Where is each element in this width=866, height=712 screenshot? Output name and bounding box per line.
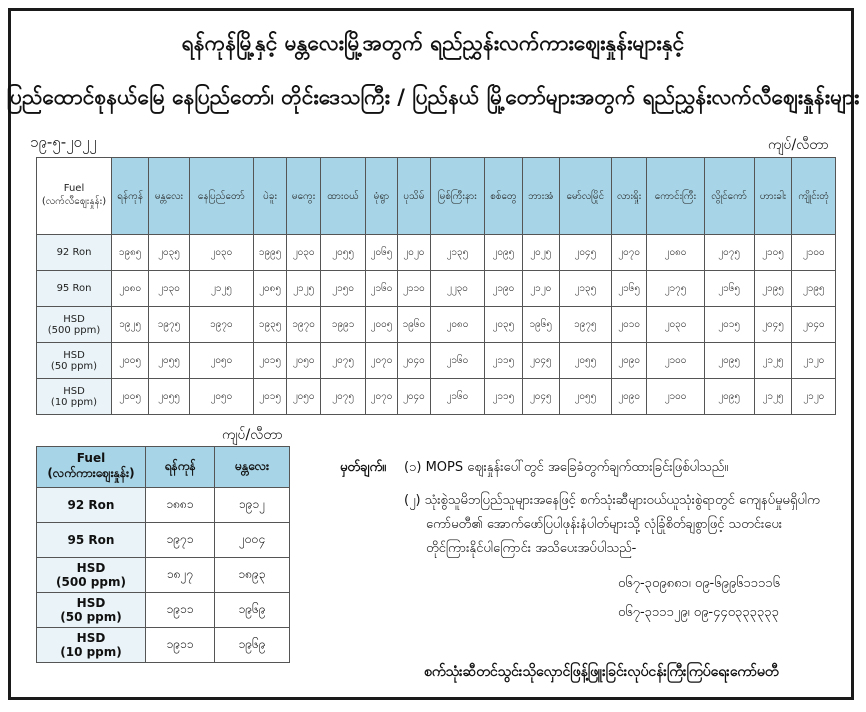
wholesale-fuel-name: 95 Ron [67,533,115,547]
retail-price-cell: ၂၁၃၀ [149,271,189,307]
retail-price-cell: ၂၀၈၀ [647,235,704,271]
retail-price-cell: ၁၉၆၅ [522,307,559,343]
retail-price-cell: ၂၀၅၅ [149,379,189,415]
retail-price-cell: ၂၁၀၀ [647,343,704,379]
retail-fuel-name: HSD [63,349,85,361]
retail-price-cell: ၂၁၂၅ [754,343,792,379]
retail-price-cell: ၂၀၈၀ [112,271,149,307]
wholesale-fuel-name: HSD [76,596,106,610]
retail-city-header: မြစ်ကြီးနား [430,158,484,235]
retail-price-cell: ၂၀၅၀ [189,343,253,379]
retail-row [37,307,836,343]
wholesale-price-cell: ၁၉၆၉ [215,593,290,628]
retail-price-cell: ၂၀၀၅ [365,307,397,343]
retail-price-cell: ၂၁၆၅ [704,271,754,307]
retail-price-cell: ၂၀၄၀ [792,307,836,343]
retail-price-cell: ၂၀၉၅ [484,235,522,271]
retail-price-cell: ၂၀၇၅ [704,235,754,271]
retail-fuel-name: 92 Ron [56,247,92,258]
retail-price-cell: ၂၁၉၅ [754,271,792,307]
wholesale-fuel-name: HSD [76,631,106,645]
retail-price-cell: ၂၀၁၅ [254,379,287,415]
retail-price-cell: ၂၀၉၀ [612,343,647,379]
note-2-line-2: ကော်မတီ၏ အောက်ဖော်ပြပါဖုန်းနံပါတ်များသို့ လုံခြုံစိတ်ချစွာဖြင့် သတင်းပေး [426,517,783,532]
retail-price-cell: ၂၀၁၀ [612,307,647,343]
retail-price-cell: ၂၁၇၅ [647,271,704,307]
retail-city-header: ဟားခါး [754,158,792,235]
retail-price-cell: ၂၁၃၅ [559,271,611,307]
retail-fuel-name: (10 ppm) [50,396,98,408]
wholesale-price-cell: ၁၈၂၇ [146,558,215,593]
retail-price-cell: ၂၀၃၀ [189,235,253,271]
retail-city-header: မော်လမြိုင် [559,158,611,235]
retail-price-cell: ၂၀၄၀ [397,343,430,379]
retail-city-header: မုံရွာ [365,158,397,235]
retail-header-row [37,158,836,235]
retail-price-cell: ၂၀၇၀ [365,343,397,379]
retail-price-cell: ၂၀၅၅ [559,379,611,415]
wholesale-price-cell: ၁၉၁၁ [146,593,215,628]
retail-price-cell: ၂၁၆၅ [612,271,647,307]
wholesale-price-cell: ၁၉၁၂ [215,488,290,523]
retail-price-cell: ၂၀၅၀ [287,379,321,415]
wholesale-fuel-header-text: (လက်ကားဈေးနှုန်း) [47,466,135,480]
retail-price-cell: ၂၁၆၀ [365,271,397,307]
retail-price-cell: ၂၀၀၅ [112,379,149,415]
retail-price-cell: ၂၁၁၅ [484,379,522,415]
retail-price-cell: ၂၁၆၀ [430,343,484,379]
retail-city-header: လားရှိုး [612,158,647,235]
retail-price-cell: ၂၀၂၅ [522,235,559,271]
retail-price-cell: ၂၁၂၅ [287,271,321,307]
retail-price-cell: ၂၁၃၅ [430,235,484,271]
retail-fuel-cell [37,379,112,415]
retail-price-cell: ၂၀၉၅ [704,343,754,379]
retail-city-header: ပဲခူး [254,158,287,235]
retail-city-header: ကျိုင်းတုံ [792,158,836,235]
retail-price-cell: ၁၉၇၀ [189,307,253,343]
title-line-2: ပြည်ထောင်စုနယ်မြေ နေပြည်တော်၊ တိုင်းဒေသကြီး / ပြည်နယ် မြို့တော်များအတွက် ရည်ညွှန်းလက်လီဈေးနှုန်းများ [6,85,860,109]
retail-fuel-header [37,158,112,235]
retail-fuel-name: HSD [63,385,85,397]
retail-fuel-name: (500 ppm) [47,324,101,336]
retail-fuel-cell [37,343,112,379]
wholesale-price-cell: ၁၈၈၁ [146,488,215,523]
retail-price-cell: ၂၀၉၅ [704,379,754,415]
retail-price-cell: ၂၀၄၀ [397,379,430,415]
retail-fuel-header-text: (လက်လီဈေးနှုန်း) [41,196,107,207]
retail-price-cell: ၂၁၂၀ [522,271,559,307]
wholesale-header-row [37,447,290,488]
retail-row [37,379,836,415]
retail-price-cell: ၁၉၆၀ [397,307,430,343]
unit-label-retail: ကျပ်/လီတာ [768,137,829,153]
retail-fuel-header-text: Fuel [63,183,85,194]
retail-price-cell: ၁၉၃၅ [254,307,287,343]
wholesale-fuel-cell [37,558,146,593]
wholesale-fuel-cell [37,488,146,523]
retail-price-cell: ၂၁၂၀ [792,343,836,379]
retail-city-header: လွိုင်ကော် [704,158,754,235]
retail-price-cell: ၂၁၀၀ [792,235,836,271]
retail-price-cell: ၂၀၇၅ [321,379,366,415]
retail-price-cell: ၂၀၇၀ [612,235,647,271]
unit-label-wholesale: ကျပ်/လီတာ [222,427,283,443]
retail-fuel-cell [37,235,112,271]
retail-price-cell: ၂၀၁၅ [704,307,754,343]
retail-city-header: ကောင်းကြီး [647,158,704,235]
retail-price-cell: ၁၉၇၀ [287,307,321,343]
phone-numbers-2: ၀၆၇-၃၁၁၁၂၉၊ ၀၉-၄၄၀၃၃၃၃၃၃ [618,605,779,620]
wholesale-row [37,628,290,663]
wholesale-price-cell: ၁၉၆၉ [215,628,290,663]
retail-price-cell: ၂၁၂၀ [792,379,836,415]
retail-price-cell: ၂၁၁၀ [397,271,430,307]
retail-price-cell: ၂၀၅၅ [149,343,189,379]
retail-price-cell: ၂၁၀၀ [647,379,704,415]
retail-price-cell: ၂၁၂၅ [189,271,253,307]
retail-price-cell: ၂၀၅၅ [321,235,366,271]
wholesale-fuel-name: (10 ppm) [60,645,122,659]
retail-price-cell: ၁၉၉၁ [321,307,366,343]
retail-fuel-cell [37,307,112,343]
retail-price-cell: ၂၁၉၀ [484,271,522,307]
retail-city-header: နေပြည်တော် [189,158,253,235]
retail-city-header: ရန်ကုန် [112,158,149,235]
retail-fuel-name: (50 ppm) [50,360,98,372]
wholesale-fuel-name: (50 ppm) [60,610,122,624]
retail-price-cell: ၂၀၃၅ [484,307,522,343]
retail-price-cell: ၁၉၈၅ [112,235,149,271]
date-label: ၁၉-၅-၂၀၂၂ [30,133,97,151]
retail-city-header: မန္တလေး [149,158,189,235]
retail-price-cell: ၁၉၇၅ [559,307,611,343]
footer-committee-name: စက်သုံးဆီတင်သွင်းသိုလှောင်ဖြန့်ဖြူးခြင်းလုပ်ငန်းကြီးကြပ်ရေးကော်မတီ [424,664,779,680]
wholesale-fuel-cell [37,523,146,558]
wholesale-price-cell: ၁၉၁၁ [146,628,215,663]
wholesale-row [37,593,290,628]
retail-city-header: ထားဝယ် [321,158,366,235]
note-1: (၁) MOPS ဈေးနှုန်းပေါ်တွင် အခြေခံတွက်ချက်ထားခြင်းဖြစ်ပါသည်။ [404,460,729,475]
retail-price-cell: ၁၉၉၅ [254,235,287,271]
retail-price-cell: ၂၁၁၅ [484,343,522,379]
retail-price-cell: ၂၁၀၅ [754,235,792,271]
retail-price-cell: ၂၁၅၀ [321,271,366,307]
retail-fuel-name: HSD [63,313,85,325]
retail-fuel-name: 95 Ron [56,283,92,294]
retail-price-cell: ၂၀၄၅ [754,307,792,343]
retail-price-cell: ၂၀၇၀ [365,379,397,415]
retail-row [37,271,836,307]
retail-price-cell: ၂၀၃၀ [287,235,321,271]
note-2-line-3: တိုင်ကြားနိုင်ပါကြောင်း အသိပေးအပ်ပါသည်- [426,541,637,556]
note-2-line-1: (၂) သုံးစွဲသူမိဘပြည်သူများအနေဖြင့် စက်သုံးဆီများဝယ်ယူသုံးစွဲရာတွင် ကျေနပ်မှုမရှိပါက [404,493,820,508]
retail-price-cell: ၂၀၉၀ [612,379,647,415]
retail-price-cell: ၂၀၅၅ [559,343,611,379]
retail-price-table [36,157,836,415]
retail-price-cell: ၂၀၃၀ [647,307,704,343]
wholesale-row [37,523,290,558]
wholesale-fuel-cell [37,593,146,628]
wholesale-fuel-header [37,447,146,488]
retail-price-cell: ၂၀၁၅ [254,343,287,379]
retail-price-cell: ၂၀၅၀ [189,379,253,415]
retail-row [37,235,836,271]
retail-price-cell: ၂၀၄၅ [522,379,559,415]
retail-price-cell: ၂၀၄၅ [559,235,611,271]
retail-price-cell: ၂၀၈၅ [254,271,287,307]
retail-row [37,343,836,379]
retail-price-cell: ၂၀၆၅ [365,235,397,271]
wholesale-price-cell: ၁၈၉၃ [215,558,290,593]
wholesale-city-header: ရန်ကုန် [146,447,215,488]
wholesale-city-header: မန္တလေး [215,447,290,488]
wholesale-fuel-name: 92 Ron [67,498,115,512]
retail-price-cell: ၂၁၆၀ [430,379,484,415]
retail-city-header: ပုသိမ် [397,158,430,235]
phone-numbers-1: ၀၆၇-၃၀၉၈၈၁၊ ၀၉-၆၉၉၆၁၁၁၁၆ [618,576,781,591]
retail-city-header: စစ်တွေ [484,158,522,235]
wholesale-fuel-cell [37,628,146,663]
retail-city-header: မကွေး [287,158,321,235]
notes-label: မှတ်ချက်။ [340,460,387,475]
retail-price-cell: ၁၉၂၅ [112,307,149,343]
wholesale-row [37,558,290,593]
retail-price-cell: ၂၀၃၅ [149,235,189,271]
retail-price-cell: ၁၉၇၅ [149,307,189,343]
retail-price-cell: ၂၀၂၀ [397,235,430,271]
title-line-1: ရန်ကုန်မြို့နှင့် မန္တလေးမြို့အတွက် ရည်ညွှန်းလက်ကားဈေးနှုန်းများနှင့် [181,31,685,55]
retail-price-cell: ၂၀၈၀ [430,307,484,343]
wholesale-price-cell: ၁၉၇၁ [146,523,215,558]
retail-city-header: ဘားအံ [522,158,559,235]
retail-price-cell: ၂၀၇၅ [321,343,366,379]
wholesale-price-cell: ၂၀၀၄ [215,523,290,558]
retail-price-cell: ၂၀၅၀ [287,343,321,379]
wholesale-row [37,488,290,523]
wholesale-fuel-name: HSD [76,561,106,575]
retail-price-cell: ၂၁၂၅ [754,379,792,415]
wholesale-fuel-header-text: Fuel [76,451,106,465]
wholesale-fuel-name: (500 ppm) [56,575,126,589]
wholesale-price-table [36,446,290,663]
retail-price-cell: ၂၀၀၅ [112,343,149,379]
retail-price-cell: ၂၁၉၅ [792,271,836,307]
retail-fuel-cell [37,271,112,307]
retail-price-cell: ၂၀၄၅ [522,343,559,379]
retail-price-cell: ၂၂၃၀ [430,271,484,307]
